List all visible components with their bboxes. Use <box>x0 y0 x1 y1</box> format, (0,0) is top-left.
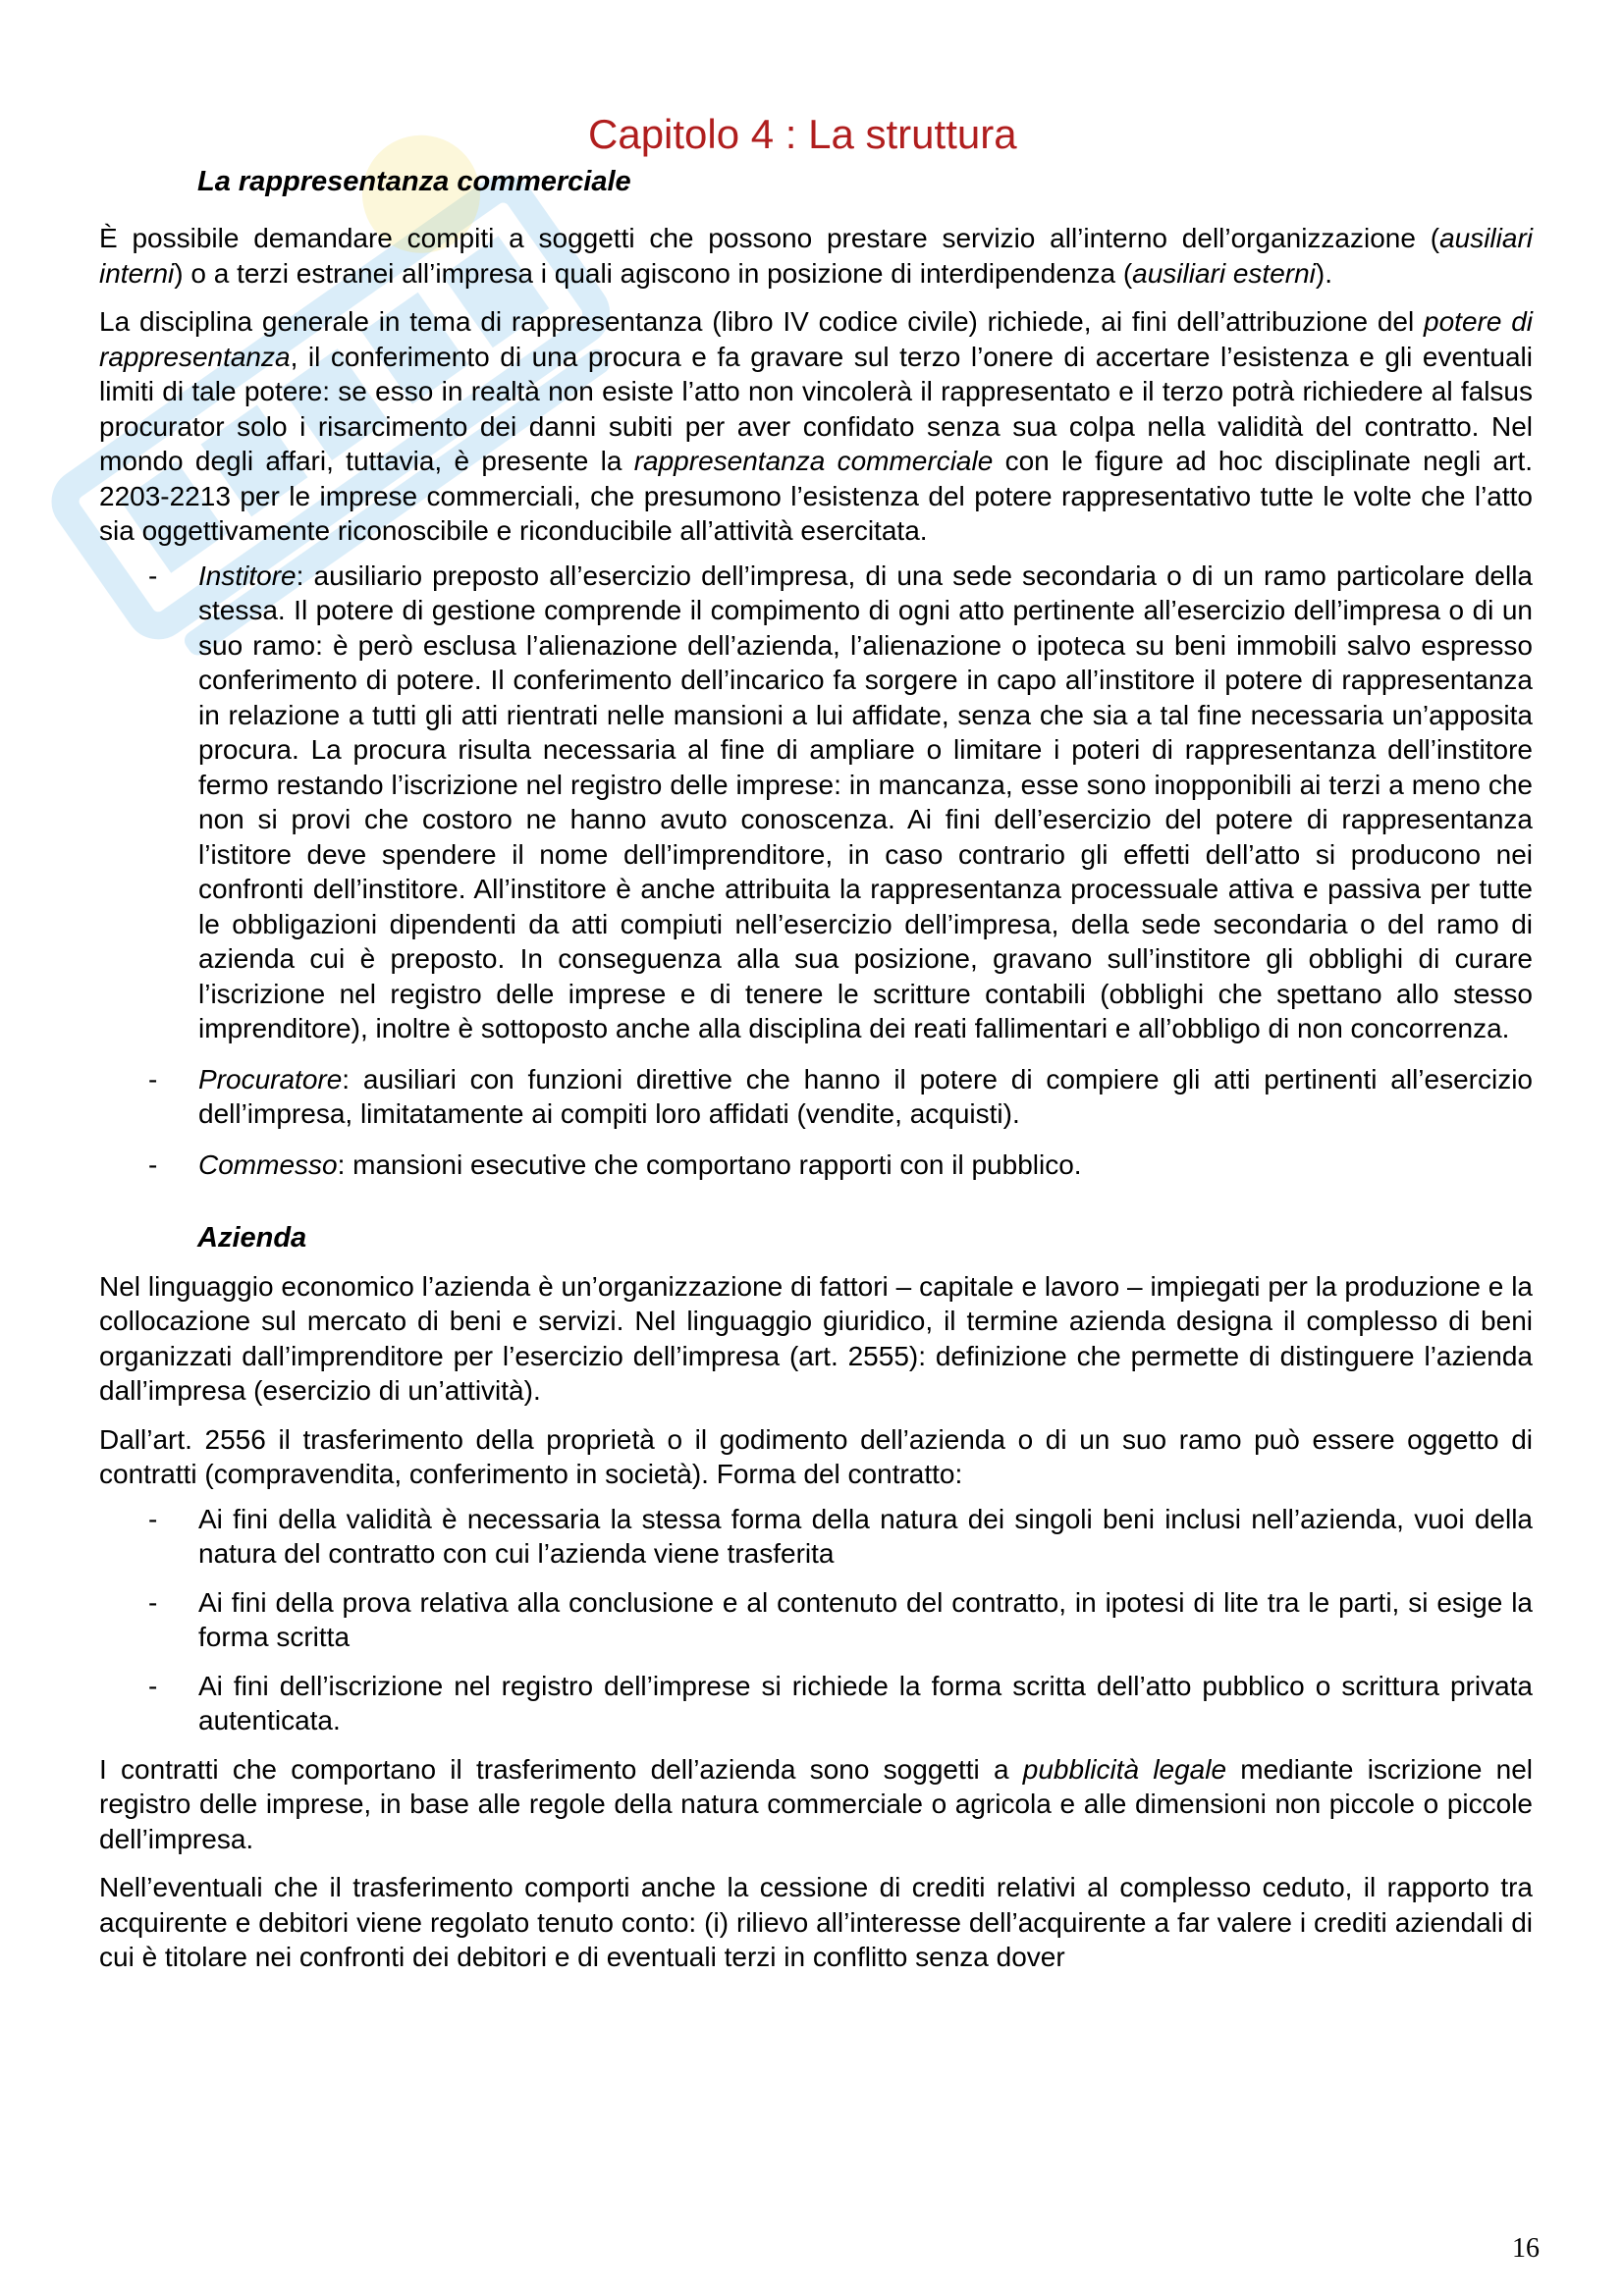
list-item: - Ai fini della prova relativa alla conclusione e al contenuto del contratto, in ipotesi di lite tra le parti, si esige la forma scritta <box>99 1585 1533 1655</box>
list-item: - Ai fini dell’iscrizione nel registro dell’imprese si richiede la forma scritta dell’atto pubblico o scrittura privata autenticata. <box>99 1669 1533 1738</box>
page-number: 16 <box>1512 2233 1540 2264</box>
bullet-list-rappresentanti <box>99 559 1533 1183</box>
section-azienda <box>99 1221 1533 1975</box>
paragraph: Nel linguaggio economico l’azienda è un’organizzazione di fattori – capitale e lavoro – impiegati per la produzione e la collocazione sul mercato di beni e servizi. Nel linguaggio giuridico, il termine azienda designa il complesso di beni organizzati dall’imprenditore per l’esercizio dell’impresa (art. 2555): definizione che permette di distinguere l’azienda dall’impresa (esercizio di un’attività). <box>99 1270 1533 1407</box>
chapter-title: Capitolo 4 : La struttura <box>588 111 1017 157</box>
section-heading-rappresentanza: La rappresentanza commerciale <box>197 166 631 198</box>
paragraph: I contratti che comportano il trasferimento dell’azienda sono soggetti a pubblicità legale mediante iscrizione nel registro delle imprese, in base alle regole della natura commerciale o agricola e alle dimensioni non piccole o piccole dell’impresa. <box>99 1753 1533 1854</box>
section-heading-azienda: Azienda <box>197 1222 307 1255</box>
list-item: - Ai fini della validità è necessaria la stessa forma della natura dei singoli beni inclusi nell’azienda, vuoi della natura del contratto con cui l’azienda viene trasferita <box>99 1502 1533 1572</box>
paragraph: È possibile demandare compiti a soggetti che possono prestare servizio all’interno dell’organizzazione (ausiliari interni) o a terzi estranei all’impresa i quali agiscono in posizione di interdipendenza (ausiliari esterni). <box>99 223 1533 289</box>
document-page <box>99 110 1533 1975</box>
paragraph: Nell’eventuali che il trasferimento comporti anche la cessione di crediti relativi al complesso ceduto, il rapporto tra acquirente e debitori viene regolato tenuto conto: (i) rilievo all’interesse dell’acquirente a far valere i crediti aziendali di cui è titolare nei confronti dei debitori e di eventuali terzi in conflitto senza dover <box>99 1872 1533 1973</box>
bullet-list-forma-contratto <box>99 1502 1533 1738</box>
paragraph: Dall’art. 2556 il trasferimento della proprietà o il godimento dell’azienda o di un suo ramo può essere oggetto di contratti (compravendita, conferimento in società). Forma del contratto: <box>99 1423 1533 1490</box>
list-item: - Institore: ausiliario preposto all’esercizio dell’impresa, di una sede secondaria o di un ramo particolare della stessa. Il potere di gestione comprende il compimento di ogni atto pertinente all’esercizio dell’impresa o di un suo ramo: è però esclusa l’alienazione dell’azienda, l’alienazione o ipoteca su beni immobili salvo espresso conferimento di potere. Il conferimento dell’incarico fa sorgere in capo all’institore il potere di rappresentanza in relazione a tutti gli atti rientrati nelle mansioni a lui affidate, senza che sia a tal fine necessaria un’apposita procura. La procura risulta necessaria al fine di ampliare o limitare i poteri di rappresentanza dell’institore fermo restando l’iscrizione nel registro delle imprese: in mancanza, esse sono inopponibili ai terzi a meno che non si provi che costoro ne hanno avuto conoscenza. Ai fini dell’esercizio del potere di rappresentanza l’istitore deve spendere il nome dell’imprenditore, in caso contrario gli effetti dell’atto si producono nei confronti dell’institore. All’institore è anche attribuita la rappresentanza processuale attiva e passiva per tutte le obbligazioni dipendenti da atti compiuti nell’esercizio dell’impresa, della sede secondaria o del ramo di azienda cui è preposto. In conseguenza alla sua posizione, gravano sull’institore gli obblighi di curare l’iscrizione nel registro delle imprese e di tenere le scritture contabili (obblighi che spettano allo stesso imprenditore), inoltre è sottoposto anche alla disciplina dei reati fallimentari e all’obbligo di non concorrenza. <box>99 559 1533 1046</box>
list-item: - Procuratore: ausiliari con funzioni direttive che hanno il potere di compiere gli atti pertinenti all’esercizio dell’impresa, limitatamente ai compiti loro affidati (vendite, acquisti). <box>99 1062 1533 1132</box>
list-item: - Commesso: mansioni esecutive che comportano rapporti con il pubblico. <box>99 1148 1533 1183</box>
paragraph: La disciplina generale in tema di rappresentanza (libro IV codice civile) richiede, ai fini dell’attribuzione del potere di rappresentanza, il conferimento di una procura e fa gravare sul terzo l’onere di accertare l’esistenza e gli eventuali limiti di tale potere: se esso in realtà non esiste l’atto non vincolerà il rappresentato e il terzo potrà richiedere al falsus procurator solo i risarcimento dei danni subiti per aver confidato senza sua colpa nella validità del contratto. Nel mondo degli affari, tuttavia, è presente la rappresentanza commerciale con le figure ad hoc disciplinate negli art. 2203-2213 per le imprese commerciali, che presumono l’esistenza del potere rappresentativo tutte le volte che l’atto sia oggettivamente riconoscibile e riconducibile all’attività esercitata. <box>99 306 1533 547</box>
